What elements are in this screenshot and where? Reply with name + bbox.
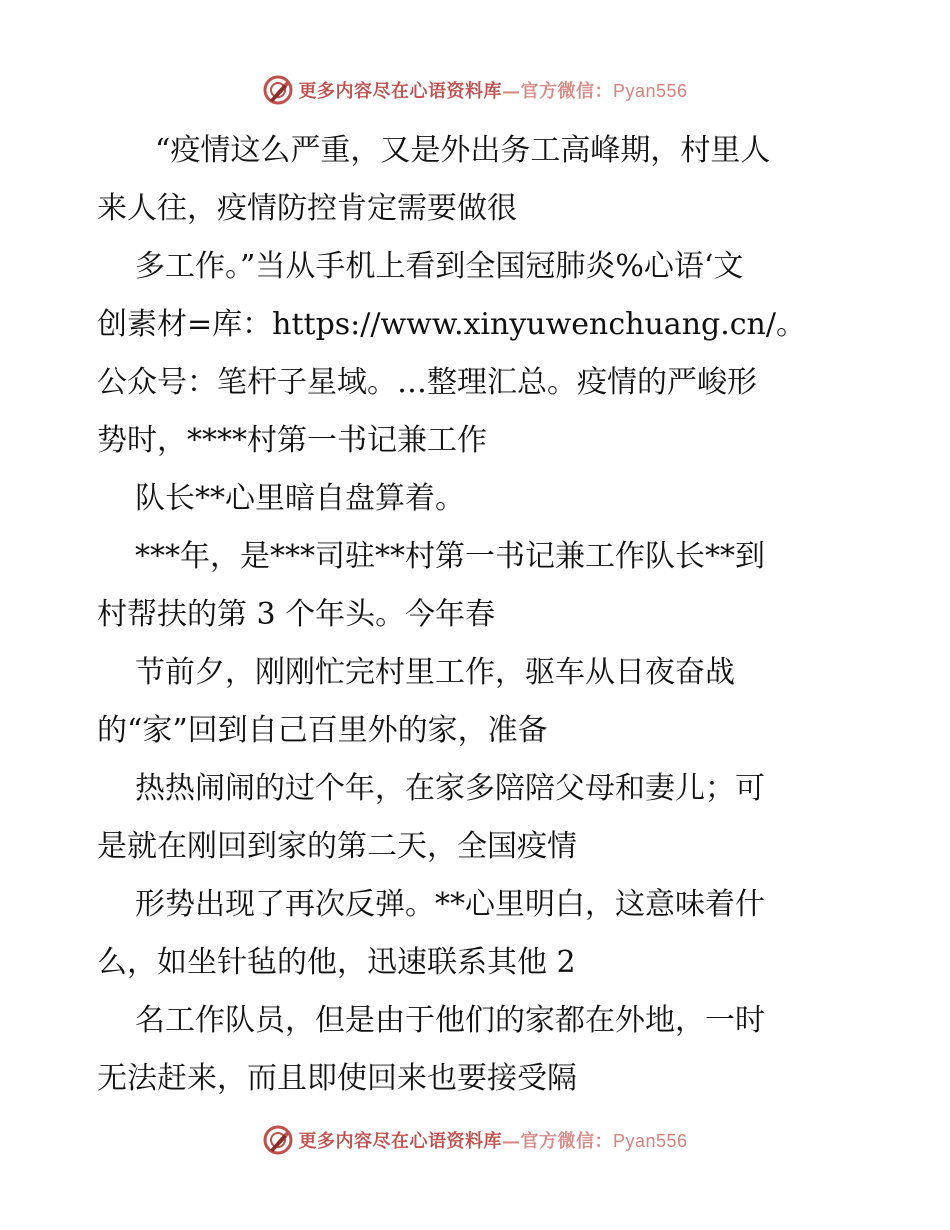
- text-line: 节前夕，刚刚忙完村里工作，驱车从日夜奋战: [135, 655, 735, 690]
- text-line: 势时，****村第一书记兼工作: [97, 423, 487, 458]
- text-line: 创素材=库：https://www.xinyuwenchuang.cn/。: [97, 307, 806, 342]
- footer-banner: [0, 1120, 950, 1160]
- banner-main-text: 更多内容尽在心语资料库: [298, 1131, 502, 1152]
- text-line: 热热闹闹的过个年，在家多陪陪父母和妻儿；可: [135, 771, 765, 806]
- text-line: 村帮扶的第 3 个年头。今年春: [97, 597, 496, 632]
- banner-dash: —: [501, 81, 521, 102]
- banner-text: [298, 1127, 687, 1153]
- text-line: “疫情这么严重，又是外出务工高峰期，村里人: [155, 133, 771, 168]
- text-line: 队长**心里暗自盘算着。: [135, 481, 465, 516]
- text-line: 形势出现了再次反弹。**心里明白，这意味着什: [135, 887, 765, 922]
- text-line: 多工作。”当从手机上看到全国冠肺炎%心语‘文: [135, 249, 744, 284]
- text-line: 么，如坐针毡的他，迅速联系其他 2: [97, 945, 576, 980]
- banner-dash: —: [501, 1131, 521, 1152]
- text-line: 来人往，疫情防控肯定需要做很: [97, 191, 517, 226]
- banner-wechat-label: 官方微信：: [520, 81, 613, 102]
- text-line: 名工作队员，但是由于他们的家都在外地，一时: [135, 1003, 765, 1038]
- text-line: 公众号：笔杆子星域。…整理汇总。疫情的严峻形: [97, 365, 757, 400]
- banner-main-text: 更多内容尽在心语资料库: [298, 81, 502, 102]
- banner-wechat-id: Pyan556: [612, 81, 688, 101]
- banner-text: [298, 77, 687, 103]
- text-line: 是就在刚回到家的第二天，全国疫情: [97, 829, 577, 864]
- text-line: 的“家”回到自己百里外的家，准备: [97, 713, 548, 748]
- text-line: ***年，是***司驻**村第一书记兼工作队长**到: [135, 539, 765, 574]
- text-line: 无法赶来，而且即使回来也要接受隔: [97, 1061, 577, 1096]
- banner-wechat-label: 官方微信：: [520, 1131, 613, 1152]
- pen-logo-icon: [262, 1124, 294, 1156]
- banner-wechat-id: Pyan556: [612, 1131, 688, 1151]
- document-body: [97, 122, 857, 1108]
- header-banner: [0, 70, 950, 110]
- pen-logo-icon: [262, 74, 294, 106]
